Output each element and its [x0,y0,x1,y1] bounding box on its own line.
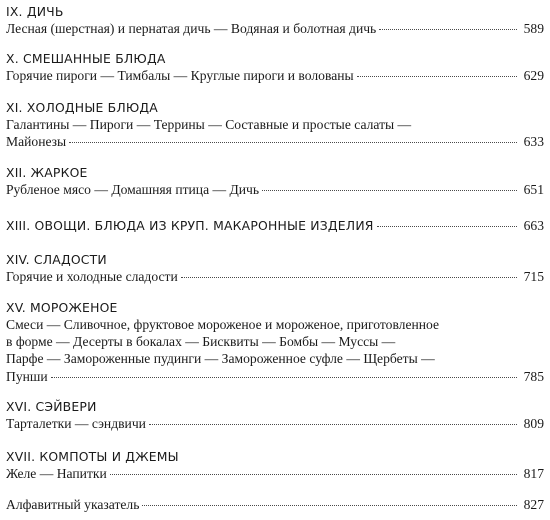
page-number: 633 [523,134,544,150]
entry-text: Майонезы [6,134,67,150]
page-number: 809 [523,416,544,431]
dot-leader [379,29,517,30]
toc-entry[interactable] [6,415,544,432]
toc-entry[interactable] [6,67,544,84]
toc-section-15 [6,299,544,385]
entry-text: Пунши [6,368,48,384]
section-heading: XVII. КОМПОТЫ И ДЖЕМЫ [6,449,179,464]
entry-text: Лесная (шерстная) и пернатая дичь — Водяная и болотная дичь [6,21,377,36]
section-heading: XV. МОРОЖЕНОЕ [6,300,118,315]
page-number: 589 [523,21,544,36]
toc-entry[interactable] [6,181,544,198]
toc-entry[interactable] [6,268,544,285]
entry-text: Желе — Напитки [6,466,107,481]
entry-text-line: Парфе — Замороженные пудинги — Замороженное суфле — Щербеты — [6,351,435,367]
page-number: 651 [523,182,544,197]
entry-text: Рубленое мясо — Домашняя птица — Дичь [6,182,260,197]
dot-leader [110,474,517,475]
entry-text: Горячие и холодные сладости [6,269,178,284]
page-number: 785 [523,368,544,384]
page-number: 663 [523,218,544,233]
entry-text: Алфавитный указатель [6,497,140,512]
page-number: 629 [523,68,544,83]
dot-leader [69,142,517,143]
toc-section-9 [6,3,544,37]
toc-section-11 [6,99,544,150]
dot-leader [142,505,517,506]
section-heading: XIII. ОВОЩИ. БЛЮДА ИЗ КРУП. МАКАРОННЫЕ ИЗДЕЛИЯ [6,218,374,233]
page-number: 715 [523,269,544,284]
entry-text-line: в форме — Десерты в бокалах — Бисквиты — Бомбы — Муссы — [6,334,396,350]
section-heading: XIV. СЛАДОСТИ [6,252,107,267]
toc-entry[interactable] [6,496,544,513]
entry-text: Тарталетки — сэндвичи [6,416,146,431]
dot-leader [181,277,517,278]
section-heading: XVI. СЭЙВЕРИ [6,399,97,414]
entry-text: Горячие пироги — Тимбалы — Круглые пироги и волованы [6,68,354,83]
toc-entry[interactable] [6,133,544,150]
dot-leader [377,226,517,227]
toc-section-17 [6,448,544,482]
section-heading: XII. ЖАРКОЕ [6,165,88,180]
toc-section-16 [6,398,544,432]
toc-section-13 [6,217,544,234]
toc-entry[interactable] [6,217,544,234]
dot-leader [51,377,517,378]
toc-entry[interactable] [6,20,544,37]
page-number: 827 [523,497,544,512]
toc-section-12 [6,164,544,198]
page-number: 817 [523,466,544,481]
section-heading: XI. ХОЛОДНЫЕ БЛЮДА [6,100,158,115]
entry-text-line: Галантины — Пироги — Террины — Составные и простые салаты — [6,117,412,132]
dot-leader [149,424,517,425]
dot-leader [262,190,517,191]
toc-entry[interactable] [6,368,544,385]
dot-leader [357,76,517,77]
section-heading: X. СМЕШАННЫЕ БЛЮДА [6,51,166,66]
toc-section-10 [6,50,544,84]
section-heading: IX. ДИЧЬ [6,4,64,19]
toc-section-index [6,496,544,513]
entry-text-line: Смеси — Сливочное, фруктовое мороженое и мороженое, приготовленное [6,317,440,332]
toc-entry[interactable] [6,465,544,482]
toc-section-14 [6,251,544,285]
